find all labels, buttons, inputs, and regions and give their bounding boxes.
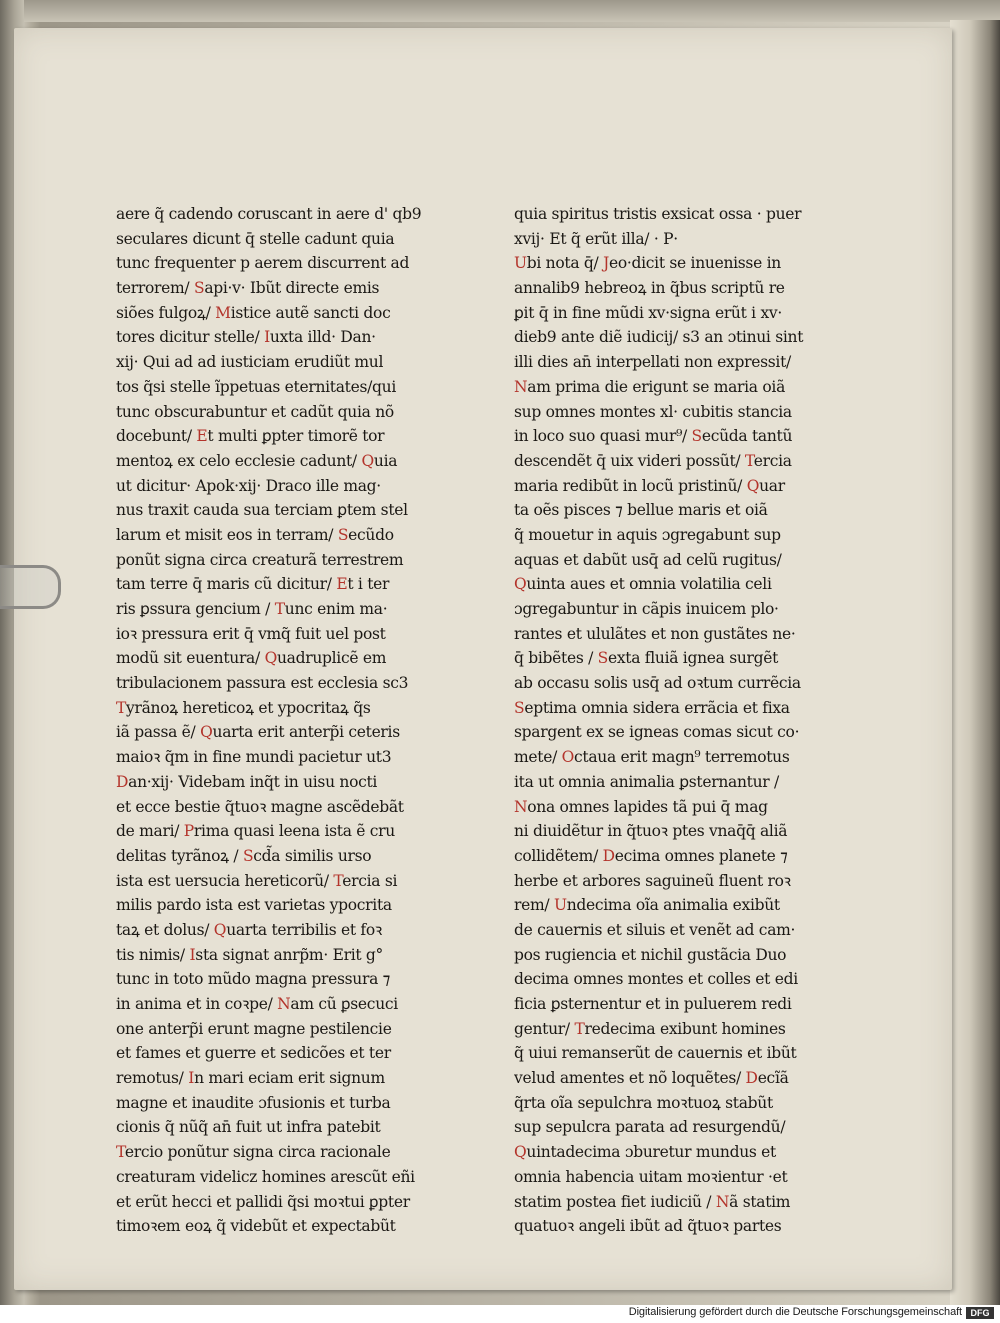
text-line: tunc obscurabuntur et cadũt quia nõ: [116, 402, 394, 421]
manuscript-page: [14, 28, 952, 1290]
text-line: aquas et dabũt usq̄ ad celũ rugitus/: [514, 550, 782, 569]
text-line: gentur/ Tredecima exibunt homines: [514, 1019, 786, 1038]
text-line: tunc frequenter p aerem discurrent ad: [116, 254, 410, 273]
text-line: ris ꝑssura gencium / Tunc enim ma·: [116, 600, 388, 618]
text-line: docebunt/ Et multi ꝑpter timorẽ tor: [116, 427, 385, 446]
text-line: sup sepulcra parata ad resurgendũ/: [514, 1118, 786, 1137]
text-line: et ecce bestie q̃tuoꝛ magne ascẽdebãt: [116, 797, 404, 816]
text-line: rem/ Undecima oĩa animalia exibũt: [514, 896, 780, 915]
text-line: de mari/ Prima quasi leena ista ẽ cru: [116, 822, 395, 841]
text-line: q̃ uiui remanserũt de cauernis et ibũt: [514, 1044, 797, 1063]
text-line: maria redibũt in locũ pristinũ/ Quar: [514, 476, 785, 495]
text-line: seculares dicunt q̄ stelle cadunt quia: [116, 229, 395, 248]
text-line: decima omnes montes et colles et edi: [514, 970, 798, 989]
text-line: ficia ꝑsternentur et in puluerem redi: [514, 995, 792, 1013]
text-line: tunc in toto mũdo magna pressura ⁊: [116, 970, 391, 989]
text-line: ioꝛ pressura erit q̄ vmq̃ fuit uel post: [116, 624, 386, 643]
text-line: quatuoꝛ angeli ibũt ad q̃tuoꝛ partes: [514, 1217, 782, 1236]
text-line: q̄ bibẽtes / Sexta fluiã ignea surgẽt: [514, 649, 779, 668]
text-line: Tyrãnoꝝ hereticoꝝ et ypocritaꝝ q̃s: [116, 698, 371, 717]
text-line: ɔgregabuntur in cãpis inuicem plo·: [514, 600, 779, 618]
text-line: Dan·xij· Videbam inq̃t in uisu nocti: [116, 772, 378, 791]
text-line: herbe et arbores saguineũ fluent roꝛ: [514, 871, 791, 890]
text-line: ꝑit q̄ in fine mũdi xv·signa erũt i xv·: [514, 303, 782, 322]
text-line: xvij· Et q̃ erũt illa/ · P·: [514, 229, 678, 248]
right-text-column: [514, 202, 844, 1239]
book-top-edge: [0, 0, 1000, 22]
text-line: timoꝛem eoꝝ q̃ videbũt et expectabũt: [116, 1217, 396, 1236]
text-line: taꝝ et dolus/ Quarta terribilis et foꝛ: [116, 920, 382, 939]
text-line: ta oẽs pisces ⁊ bellue maris et oiã: [514, 501, 768, 520]
text-line: creaturam videlicz homines arescũt eñi: [116, 1167, 415, 1186]
text-line: illi dies an̄ interpellati non expressit/: [514, 353, 791, 372]
text-line: Nam prima die erigunt se maria oiã: [514, 377, 786, 396]
text-line: mete/ Octaua erit magn⁹ terremotus: [514, 748, 790, 767]
text-line: Ubi nota q̄/ Jeo·dicit se inuenisse in: [514, 254, 781, 273]
text-line: ponũt signa circa creaturã terrestrem: [116, 550, 404, 569]
text-line: tribulacionem passura est ecclesia sc3: [116, 674, 409, 693]
text-line: spargent ex se igneas comas sicut co·: [514, 723, 800, 742]
text-line: Nona omnes lapides tã pui q̄ mag: [514, 797, 768, 816]
text-line: milis pardo ista est varietas ypocrita: [116, 896, 392, 915]
text-line: in anima et in coꝛpe/ Nam cũ ꝑsecuci: [116, 995, 398, 1013]
text-line: tam terre q̄ maris cũ dicitur/ Et i ter: [116, 575, 390, 594]
text-line: mentoꝝ ex celo ecclesie cadunt/ Quia: [116, 451, 398, 470]
text-line: one anterp̃i erunt magne pestilencie: [116, 1019, 392, 1038]
text-line: cionis q̃ nũq̃ an̄ fuit ut infra patebit: [116, 1118, 381, 1137]
text-line: omnia habencia uitam moꝛientur ·et: [514, 1167, 788, 1186]
text-line: aere q̃ cadendo coruscant in aere d' qb9: [116, 205, 422, 223]
text-line: in loco suo quasi mur⁹/ Secũda tantũ: [514, 427, 793, 446]
text-line: Quintadecima ɔburetur mundus et: [514, 1143, 776, 1162]
text-line: Quinta aues et omnia volatilia celi: [514, 575, 772, 594]
digitization-credit: Digitalisierung gefördert durch die Deutsche Forschungsgemeinschaft: [628, 1306, 962, 1318]
text-line: ita ut omnia animalia ꝑsternantur /: [514, 772, 779, 791]
text-line: tos q̃si stelle ĩppetuas eternitates/qui: [116, 377, 397, 396]
text-line: remotus/ In mari eciam erit signum: [116, 1069, 385, 1088]
text-line: descendẽt q̄ uix videri possũt/ Tercia: [514, 451, 792, 470]
text-line: larum et misit eos in terram/ Secũdo: [116, 525, 394, 544]
text-line: nus traxit cauda sua terciam ꝑtem stel: [116, 501, 408, 520]
text-line: ista est uersucia hereticorũ/ Tercia si: [116, 871, 398, 890]
text-line: quia spiritus tristis exsicat ossa · puer: [514, 205, 802, 223]
page-clip: [0, 565, 61, 609]
text-line: de cauernis et siluis et venẽt ad cam·: [514, 920, 796, 939]
left-text-column: [116, 202, 446, 1239]
text-line: tores dicitur stelle/ Iuxta illd· Dan·: [116, 328, 376, 347]
text-line: et erũt hecci et pallidi q̃si moꝛtui ꝑpter: [116, 1192, 410, 1211]
text-line: sup omnes montes xl· cubitis stancia: [514, 402, 792, 421]
text-line: ni diuidẽtur in q̃tuoꝛ ptes vnaq̄q̄ aliã: [514, 822, 788, 841]
text-line: xij· Qui ad ad iusticiam erudiũt mul: [116, 353, 384, 372]
text-line: modũ sit euentura/ Quadruplicẽ em: [116, 649, 387, 668]
text-line: rantes et ululãtes et non gustãtes ne·: [514, 624, 796, 643]
text-line: maioꝛ q̃m in fine mundi pacietur ut3: [116, 748, 392, 767]
text-line: tis nimis/ Ista signat anrp̃m· Erit g°: [116, 945, 383, 964]
text-line: statim postea fiet iudiciũ / Nã statim: [514, 1192, 791, 1211]
text-line: siões fulgoꝝ/ Mistice autẽ sancti doc: [116, 303, 391, 322]
text-line: collidẽtem/ Decima omnes planete ⁊: [514, 846, 788, 865]
text-line: iã passa ẽ/ Quarta erit anterp̃i ceteris: [116, 723, 400, 742]
text-line: terrorem/ Sapi·v· Ibũt directe emis: [116, 279, 380, 298]
dfg-logo: DFG: [966, 1307, 994, 1319]
text-line: delitas tyrãnoꝝ / Scd̃a similis urso: [116, 846, 372, 865]
text-line: ab occasu solis usq̄ ad oꝛtum currẽcia: [514, 674, 801, 693]
text-line: ut dicitur· Apok·xij· Draco ille mag·: [116, 476, 381, 495]
text-line: velud amentes et nõ loquẽtes/ Decĩã: [514, 1069, 789, 1088]
text-line: magne et inaudite ɔfusionis et turba: [116, 1093, 391, 1112]
text-line: q̃ mouetur in aquis ɔgregabunt sup: [514, 525, 781, 544]
text-line: Tercio ponũtur signa circa racionale: [116, 1143, 391, 1162]
text-line: et fames et guerre et sedicões et ter: [116, 1044, 391, 1063]
text-line: dieb9 ante diẽ iudicij/ s3 an ɔtinui sint: [514, 328, 804, 347]
text-line: annalib9 hebreoꝝ in q̃bus scriptũ re: [514, 279, 785, 298]
text-line: pos rugiencia et nichil gustãcia Duo: [514, 945, 787, 964]
text-line: q̃rta oĩa sepulchra moꝛtuoꝝ stabũt: [514, 1093, 773, 1112]
text-line: Septima omnia sidera errãcia et fixa: [514, 698, 790, 717]
page-stack-edge: [950, 20, 1000, 1305]
